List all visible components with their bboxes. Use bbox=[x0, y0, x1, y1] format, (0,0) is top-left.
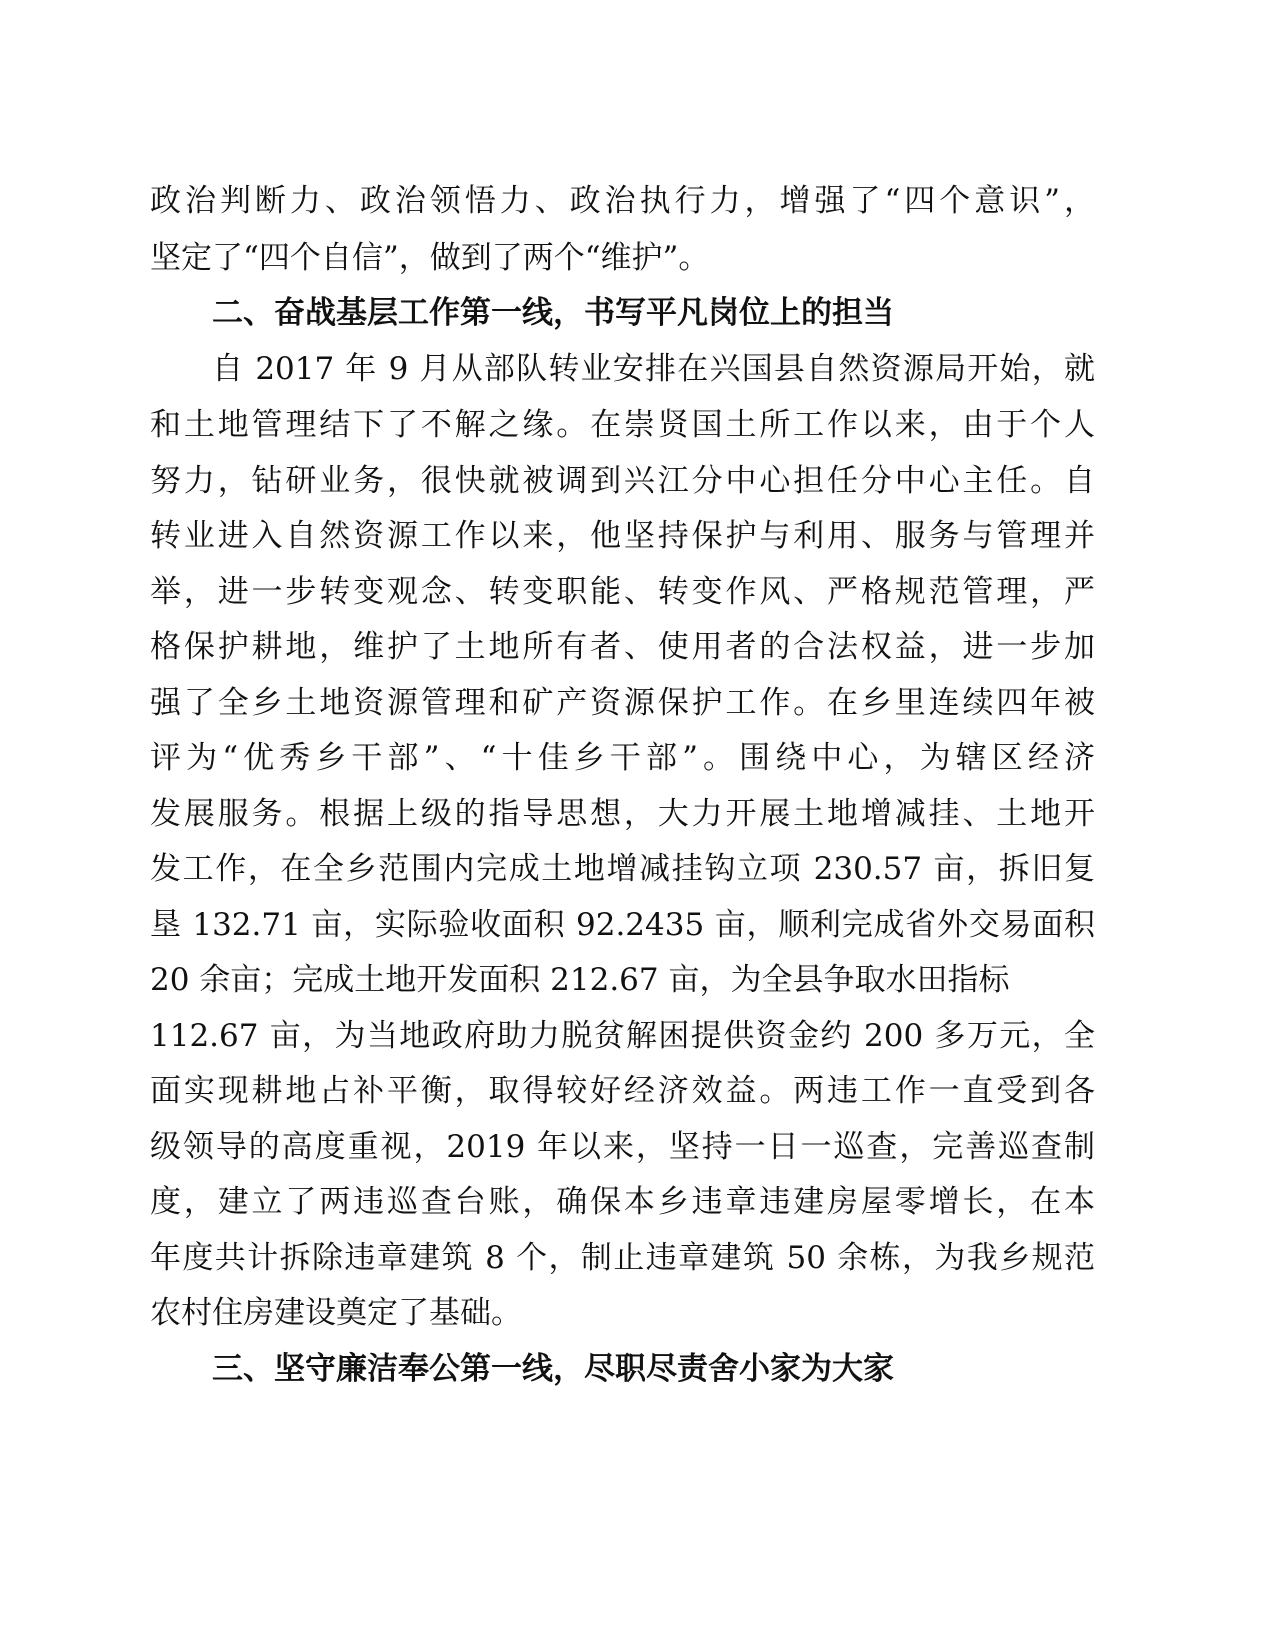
paragraph-line: 坚定了“四个自信”，做到了两个“维护”。 bbox=[150, 240, 710, 276]
paragraph-line: 自 2017 年 9 月从部队转业安排在兴国县自然资源局开始，就 bbox=[212, 351, 1095, 387]
paragraph-line: 发展服务。根据上级的指导思想，大力开展土地增减挂、土地开 bbox=[150, 796, 1095, 832]
paragraph-line: 强了全乡土地资源管理和矿产资源保护工作。在乡里连续四年被 bbox=[150, 685, 1095, 721]
paragraph-line: 垦 132.71 亩，实际验收面积 92.2435 亩，顺利完成省外交易面积 bbox=[150, 907, 1095, 943]
paragraph-line: 政治判断力、政治领悟力、政治执行力，增强了“四个意识”， bbox=[150, 183, 1095, 219]
paragraph-line: 发工作，在全乡范围内完成土地增减挂钩立项 230.57 亩，拆旧复 bbox=[150, 851, 1095, 887]
paragraph-line: 20 余亩；完成土地开发面积 212.67 亩，为全县争取水田指标 bbox=[150, 962, 1010, 998]
paragraph-line: 年度共计拆除违章建筑 8 个，制止违章建筑 50 余栋，为我乡规范 bbox=[150, 1240, 1095, 1276]
paragraph-line: 112.67 亩，为当地政府助力脱贫解困提供资金约 200 多万元，全 bbox=[150, 1018, 1095, 1054]
paragraph-line: 和土地管理结下了不解之缘。在崇贤国土所工作以来，由于个人 bbox=[150, 407, 1095, 443]
paragraph-line: 面实现耕地占补平衡，取得较好经济效益。两违工作一直受到各 bbox=[150, 1073, 1095, 1109]
paragraph-line: 农村住房建设奠定了基础。 bbox=[150, 1295, 522, 1331]
section-heading-2: 二、奋战基层工作第一线，书写平凡岗位上的担当 bbox=[212, 295, 894, 331]
paragraph-line: 评为“优秀乡干部”、“十佳乡干部”。围绕中心，为辖区经济 bbox=[150, 740, 1095, 776]
paragraph-line: 格保护耕地，维护了土地所有者、使用者的合法权益，进一步加 bbox=[150, 629, 1095, 665]
paragraph-line: 举，进一步转变观念、转变职能、转变作风、严格规范管理，严 bbox=[150, 574, 1095, 610]
paragraph-line: 度，建立了两违巡查台账，确保本乡违章违建房屋零增长，在本 bbox=[150, 1184, 1095, 1220]
paragraph-line: 努力，钻研业务，很快就被调到兴江分中心担任分中心主任。自 bbox=[150, 463, 1095, 499]
section-heading-3: 三、坚守廉洁奉公第一线，尽职尽责舍小家为大家 bbox=[212, 1351, 894, 1387]
paragraph-line: 转业进入自然资源工作以来，他坚持保护与利用、服务与管理并 bbox=[150, 518, 1095, 554]
paragraph-line: 级领导的高度重视，2019 年以来，坚持一日一巡查，完善巡查制 bbox=[150, 1129, 1095, 1165]
